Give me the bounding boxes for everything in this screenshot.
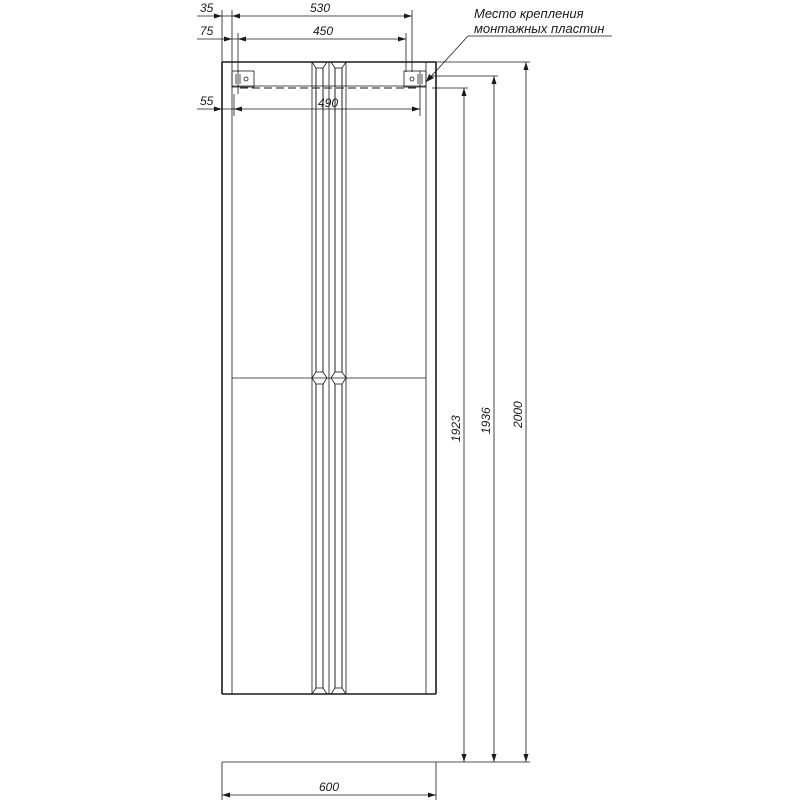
mounting-note-line2: монтажных пластин	[474, 21, 605, 36]
dimension-lines-top	[197, 10, 420, 116]
mounting-note-line1: Место крепления	[474, 6, 584, 21]
dim-1923: 1923	[449, 415, 463, 442]
dim-1936: 1936	[479, 407, 493, 434]
dim-55: 55	[200, 94, 214, 108]
dim-490: 490	[318, 96, 339, 110]
dim-450: 450	[313, 24, 334, 38]
dim-530: 530	[310, 1, 331, 15]
dim-600: 600	[319, 780, 340, 794]
mounting-note-leader	[426, 36, 612, 82]
dim-2000: 2000	[511, 401, 525, 428]
mounting-plate-left	[232, 71, 254, 94]
dim-35: 35	[200, 1, 214, 15]
dim-75: 75	[200, 24, 214, 38]
mounting-plate-right	[404, 71, 426, 94]
